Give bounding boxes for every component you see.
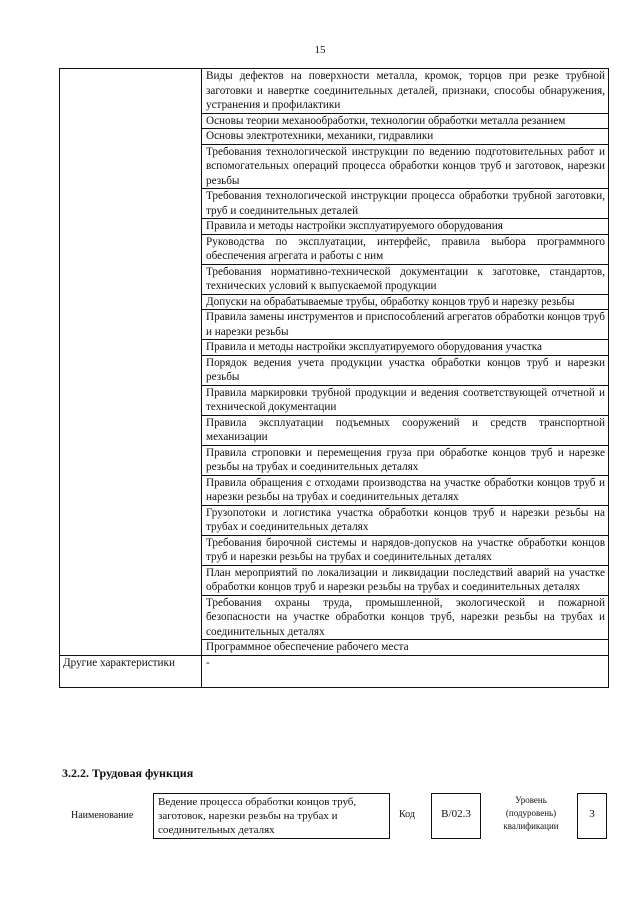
- labor-function-code-label: Код: [399, 809, 415, 820]
- knowledge-item: Требования технологической инструкции процесса обработки трубной заготовки, труб и соединительных деталей: [202, 189, 609, 219]
- other-characteristics-value: -: [202, 655, 609, 687]
- knowledge-item: Правила замены инструментов и приспособлений агрегатов обработки концов труб и нарезки резьбы: [202, 310, 609, 340]
- labor-function-code-value: В/02.3: [431, 793, 481, 839]
- other-characteristics-row: [60, 655, 609, 687]
- necessary-knowledge-label-cell: [60, 69, 202, 656]
- section-heading: 3.2.2. Трудовая функция: [62, 766, 194, 780]
- necessary-knowledge-table: [59, 68, 609, 688]
- knowledge-item: Требования нормативно-технической документации к заготовке, стандартов, технических условий к выпускаемой продукции: [202, 264, 609, 294]
- labor-function-name-label: Наименование: [71, 810, 134, 821]
- knowledge-item: Программное обеспечение рабочего места: [202, 640, 609, 656]
- knowledge-item: Порядок ведения учета продукции участка обработки концов труб и нарезки резьбы: [202, 355, 609, 385]
- qualification-level-label: Уровень (подуровень) квалификации: [503, 795, 559, 831]
- other-characteristics-section: [60, 655, 609, 687]
- knowledge-row: [60, 69, 609, 114]
- knowledge-item: Требования бирочной системы и нарядов-допусков на участке обработки концов труб и нарезки резьбы на трубах и соединительных деталях: [202, 535, 609, 565]
- other-characteristics-label: Другие характеристики: [60, 655, 202, 687]
- qualification-level-value: 3: [577, 793, 607, 839]
- knowledge-item: План мероприятий по локализации и ликвидации последствий аварий на участке обработки концов труб и нарезки резьбы на трубах и соединительных деталях: [202, 565, 609, 595]
- knowledge-item: Основы электротехники, механики, гидравлики: [202, 129, 609, 145]
- knowledge-item: Правила строповки и перемещения груза при обработке концов труб и нарезке резьбы на трубах и соединительных деталях: [202, 445, 609, 475]
- labor-function-name-value: Ведение процесса обработки концов труб, заготовок, нарезки резьбы на трубах и соединительных деталях: [153, 793, 390, 839]
- knowledge-item: Руководства по эксплуатации, интерфейс, правила выбора программного обеспечения агрегата и работы с ним: [202, 234, 609, 264]
- knowledge-item: Требования охраны труда, промышленной, экологической и пожарной безопасности на участке обработки концов труб, нарезки резьбы на трубах и соединительных деталях: [202, 595, 609, 640]
- knowledge-item: Основы теории механообработки, технологии обработки металла резанием: [202, 113, 609, 129]
- knowledge-item: Правила эксплуатации подъемных сооружений и средств транспортной механизации: [202, 415, 609, 445]
- knowledge-item: Правила маркировки трубной продукции и ведения соответствующей отчетной и технической документации: [202, 385, 609, 415]
- knowledge-item: Виды дефектов на поверхности металла, кромок, торцов при резке трубной заготовки и навертке соединительных деталей, признаки, способы обнаружения, устранения и профилактики: [202, 69, 609, 114]
- necessary-knowledge-rows: [60, 69, 609, 656]
- page-number: 15: [314, 44, 326, 56]
- knowledge-item: Требования технологической инструкции по ведению подготовительных работ и вспомогательных операций процесса обработки концов труб и заготовок, нарезки резьбы: [202, 144, 609, 189]
- knowledge-item: Правила и методы настройки эксплуатируемого оборудования участка: [202, 340, 609, 356]
- knowledge-item: Грузопотоки и логистика участка обработки концов труб и нарезки резьбы на трубах и соединительных деталях: [202, 505, 609, 535]
- knowledge-item: Правила обращения с отходами производства на участке обработки концов труб и нарезки резьбы на трубах и соединительных деталях: [202, 475, 609, 505]
- knowledge-item: Допуски на обрабатываемые трубы, обработку концов труб и нарезку резьбы: [202, 294, 609, 310]
- knowledge-item: Правила и методы настройки эксплуатируемого оборудования: [202, 219, 609, 235]
